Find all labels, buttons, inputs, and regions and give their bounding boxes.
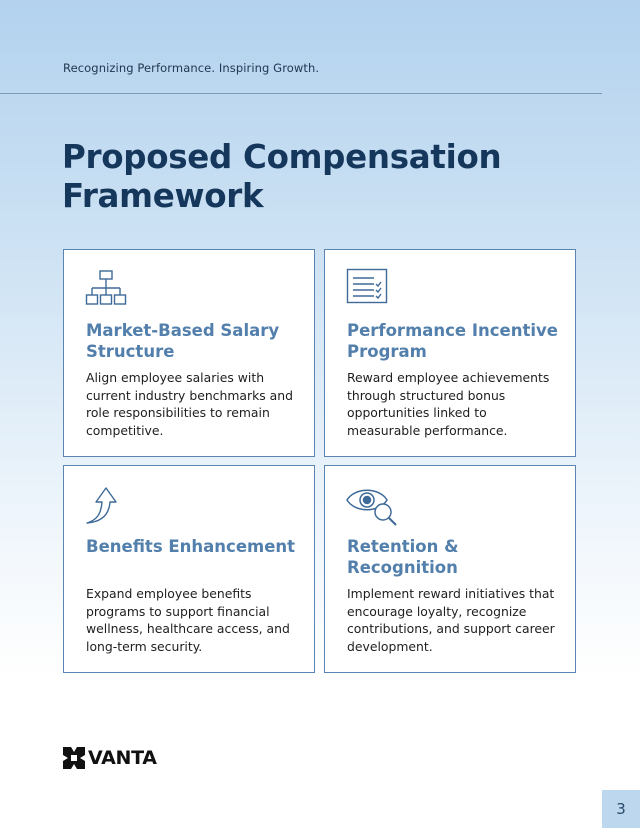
header-divider [0, 93, 602, 94]
card-body: Expand employee benefits programs to support financial wellness, healthcare access, and long-term security. [86, 586, 290, 654]
page-title: Proposed Compensation Framework [62, 138, 502, 215]
card-body: Implement reward initiatives that encourage loyalty, recognize contributions, and support career development. [347, 586, 555, 654]
card-title: Market-Based Salary Structure [86, 321, 280, 361]
brand-name: VANTA [88, 747, 157, 769]
card-body: Align employee salaries with current industry benchmarks and role responsibilities to remain competitive. [86, 370, 293, 438]
card-title: Performance Incentive Program [347, 321, 558, 361]
card-body: Reward employee achievements through structured bonus opportunities linked to measurable performance. [347, 370, 550, 438]
card-performance-incentive [324, 249, 576, 457]
card-market-based-salary [63, 249, 315, 457]
tagline: Recognizing Performance. Inspiring Growth. [63, 61, 320, 75]
eye-search-icon [346, 484, 398, 526]
brand-logo [63, 746, 157, 770]
card-title: Benefits Enhancement [86, 537, 296, 556]
checklist-icon [346, 268, 388, 310]
vanta-logo-icon [63, 747, 85, 769]
card-benefits-enhancement [63, 465, 315, 673]
upward-arrow-icon [85, 484, 127, 526]
card-title: Retention & Recognition [347, 537, 459, 577]
page-number: 3 [602, 790, 640, 828]
card-retention-recognition [324, 465, 576, 673]
org-chart-icon [85, 268, 127, 310]
